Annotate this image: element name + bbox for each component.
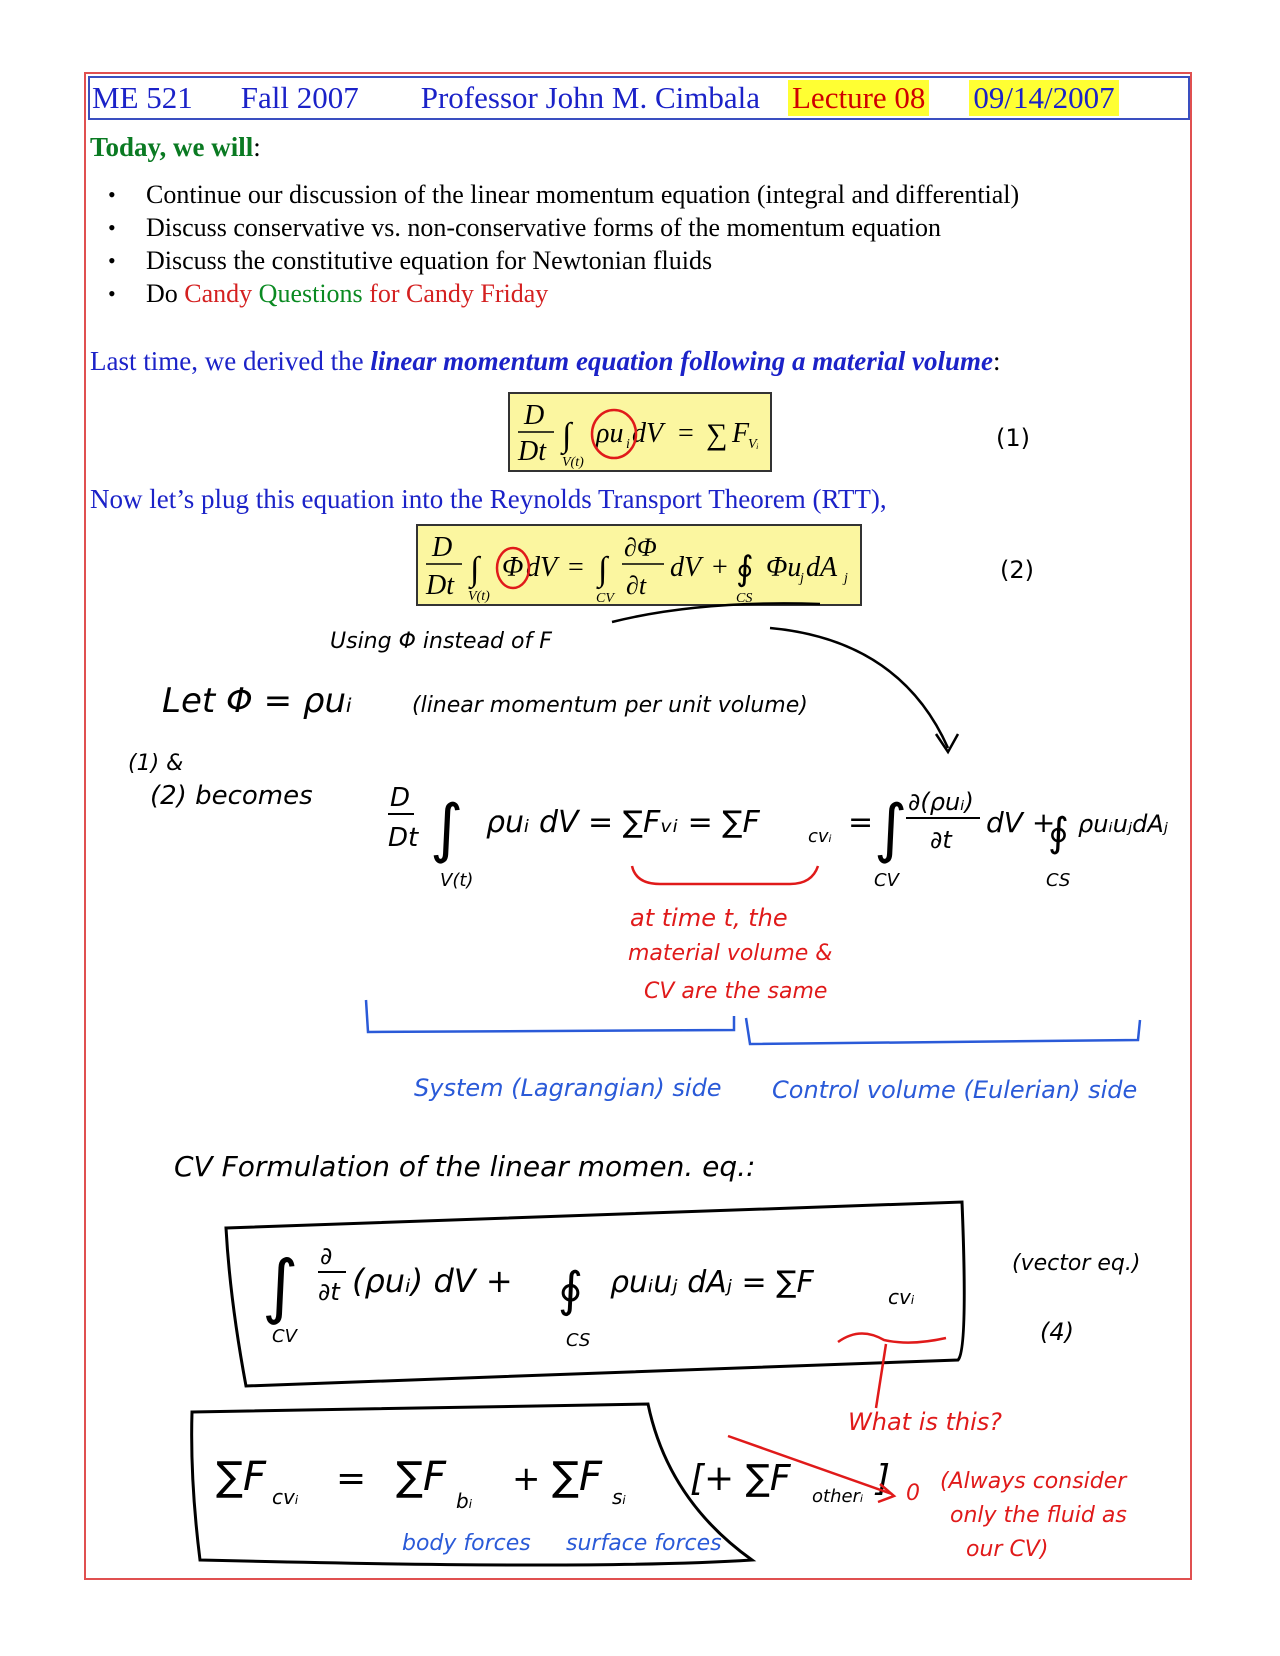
svg-text:CS: CS [1046, 870, 1071, 891]
svg-text:∮: ∮ [736, 551, 754, 588]
svg-text:D: D [390, 783, 411, 813]
equation-4-label: (4) [1040, 1318, 1074, 1346]
svg-text:=: = [848, 805, 874, 840]
svg-text:Vᵢ: Vᵢ [748, 437, 759, 452]
svg-text:∑F: ∑F [216, 1454, 266, 1500]
svg-text:cvᵢ: cvᵢ [272, 1485, 299, 1509]
lecture-number: Lecture 08 [788, 80, 929, 116]
svg-text:sᵢ: sᵢ [612, 1485, 626, 1509]
red-squiggle [838, 1333, 946, 1342]
body-forces-label: body forces [402, 1531, 531, 1556]
svg-text:(ρuᵢ) dV +: (ρuᵢ) dV + [352, 1262, 513, 1300]
cv-side-label: Control volume (Eulerian) side [772, 1076, 1138, 1104]
svg-text:dV +: dV + [986, 806, 1056, 839]
svg-text:i: i [626, 437, 630, 452]
svg-text:CV: CV [874, 870, 899, 891]
svg-text:dV: dV [632, 418, 664, 449]
always-note-3: our CV) [966, 1537, 1049, 1562]
svg-text:bᵢ: bᵢ [456, 1489, 473, 1513]
svg-text:∂: ∂ [320, 1242, 333, 1270]
underline-cs-term [612, 603, 820, 622]
svg-text:∫: ∫ [562, 417, 572, 454]
svg-text:∂Φ: ∂Φ [624, 533, 657, 562]
svg-text:∫: ∫ [874, 792, 908, 866]
svg-text:∂t: ∂t [626, 571, 647, 600]
zero-note: 0 [906, 1481, 920, 1506]
svg-text:cvᵢ: cvᵢ [808, 826, 832, 847]
equation-2-label: (2) [1000, 556, 1034, 584]
what-is-this-note: What is this? [848, 1408, 1003, 1436]
handwritten-equation-4 [262, 1242, 915, 1351]
paragraph-last-time: Last time, we derived the linear momentum equation following a material volume: [90, 346, 1001, 376]
svg-text:∮: ∮ [1048, 810, 1069, 856]
svg-text:∑: ∑ [706, 418, 728, 451]
svg-text:D: D [524, 400, 545, 431]
svg-text:∂(ρuᵢ): ∂(ρuᵢ) [908, 788, 974, 816]
per-volume-note: (linear momentum per unit volume) [412, 693, 808, 718]
cv-side-brace [746, 1018, 1140, 1044]
svg-text:CV: CV [272, 1326, 297, 1347]
svg-text:Φ: Φ [502, 552, 524, 583]
svg-text:V(t): V(t) [440, 870, 474, 891]
svg-text:CS: CS [566, 1330, 591, 1351]
svg-text:Dt: Dt [518, 436, 546, 467]
professor-name: Professor John M. Cimbala [420, 80, 760, 115]
svg-text:j: j [800, 571, 804, 586]
term: Fall 2007 [240, 80, 359, 115]
svg-text:∫: ∫ [470, 551, 480, 588]
cv-formulation-heading: CV Formulation of the linear momen. eq.: [174, 1150, 756, 1183]
mv-note-2: material volume & [628, 941, 833, 966]
becomes-line-2: (2) becomes [150, 781, 313, 811]
svg-text:+: + [712, 552, 728, 583]
red-pointer [876, 1344, 886, 1408]
becomes-line-1: (1) & [128, 751, 184, 776]
agenda-item: • Discuss the constitutive equation for Newtonian fluids [100, 244, 1019, 277]
force-sum-equation [216, 1454, 890, 1513]
svg-text:V(t): V(t) [562, 455, 584, 470]
svg-text:=: = [678, 418, 694, 449]
svg-text:]: ] [876, 1458, 891, 1499]
lecture-date: 09/14/2007 [969, 80, 1118, 116]
svg-text:CV: CV [596, 591, 614, 606]
svg-text:∫: ∫ [598, 551, 608, 588]
svg-text:=: = [336, 1458, 367, 1499]
svg-text:∑F: ∑F [552, 1454, 602, 1500]
arrow-to-cs-term [770, 628, 948, 748]
svg-text:∫: ∫ [262, 1245, 299, 1327]
svg-text:otherᵢ: otherᵢ [812, 1486, 864, 1507]
agenda-item: • Continue our discussion of the linear momentum equation (integral and differential) [100, 178, 1019, 211]
always-note-2: only the fluid as [950, 1503, 1127, 1528]
mv-note-3: CV are the same [644, 979, 828, 1004]
svg-text:∫: ∫ [430, 792, 464, 866]
equation-1-label: (1) [996, 424, 1030, 452]
svg-text:∂t: ∂t [318, 1278, 340, 1306]
let-phi: Let Φ = ρuᵢ [162, 681, 353, 721]
system-side-brace [366, 1000, 734, 1032]
svg-text:ρuᵢuⱼ dAⱼ = ∑F: ρuᵢuⱼ dAⱼ = ∑F [610, 1265, 814, 1300]
svg-text:∮: ∮ [558, 1262, 584, 1318]
svg-text:Dt: Dt [426, 570, 454, 601]
svg-text:ρuᵢuⱼdAⱼ: ρuᵢuⱼdAⱼ [1078, 810, 1168, 838]
svg-text:dV: dV [526, 552, 558, 583]
svg-text:F: F [732, 418, 750, 449]
svg-text:Φu: Φu [766, 552, 802, 583]
agenda-item-candy: • Do Candy Questions for Candy Friday [100, 277, 1019, 310]
red-underbrace [632, 866, 818, 884]
svg-text:ρu: ρu [596, 418, 624, 449]
svg-text:∑F: ∑F [396, 1454, 446, 1500]
always-note-1: (Always consider [940, 1469, 1127, 1494]
surface-forces-label: surface forces [566, 1531, 722, 1556]
svg-text:+: + [512, 1459, 541, 1499]
svg-text:j: j [844, 571, 848, 586]
svg-text:dV: dV [670, 552, 702, 583]
mv-note-1: at time t, the [630, 904, 788, 932]
svg-text:ρuᵢ dV = ∑Fᵥᵢ = ∑F: ρuᵢ dV = ∑Fᵥᵢ = ∑F [486, 805, 760, 840]
course-number: ME 521 [92, 80, 193, 115]
vector-eq-note: (vector eq.) [1012, 1251, 1141, 1276]
svg-text:[+ ∑F: [+ ∑F [690, 1458, 791, 1499]
svg-text:D: D [432, 532, 453, 563]
svg-text:Dt: Dt [388, 823, 419, 853]
using-note: Using Φ instead of F [330, 629, 552, 654]
paragraph-rtt: Now let’s plug this equation into the Reynolds Transport Theorem (RTT), [90, 484, 887, 514]
today-heading: Today, we will: [90, 132, 261, 162]
svg-text:∂t: ∂t [930, 826, 952, 854]
handwritten-equation-3 [388, 783, 1169, 891]
svg-text:=: = [568, 552, 584, 583]
svg-text:dA: dA [806, 552, 838, 583]
svg-text:CS: CS [736, 591, 753, 606]
svg-text:cvᵢ: cvᵢ [888, 1285, 915, 1309]
agenda-item: • Discuss conservative vs. non-conservative forms of the momentum equation [100, 211, 1019, 244]
system-side-label: System (Lagrangian) side [414, 1074, 722, 1102]
svg-text:V(t): V(t) [468, 589, 490, 604]
